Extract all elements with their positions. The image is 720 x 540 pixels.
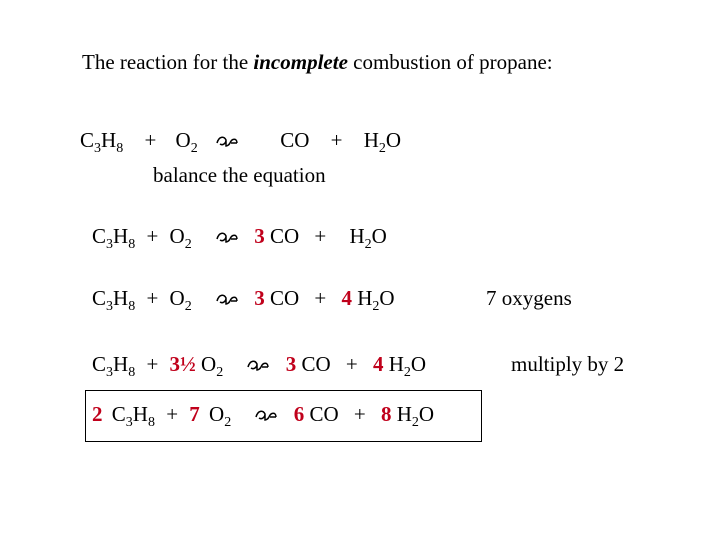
- title-emphasis: incomplete: [253, 50, 348, 74]
- co-coefficient: 3: [254, 224, 265, 248]
- reaction-arrow-icon: [254, 408, 278, 422]
- oxygen-formula: $O_2$: [169, 224, 192, 252]
- h2o-coefficient: 8: [380, 402, 392, 426]
- oxygen-formula: $O_2$: [209, 402, 232, 430]
- equation-step-h2o: [92, 286, 395, 314]
- plus-sign: +: [330, 128, 343, 152]
- c3h8-coefficient: 2: [92, 402, 103, 426]
- plus-sign: +: [345, 352, 358, 376]
- plus-sign: +: [146, 352, 159, 376]
- carbon-monoxide-formula: CO: [269, 286, 300, 310]
- plus-sign: +: [353, 402, 366, 426]
- co-coefficient: 3: [254, 286, 265, 310]
- plus-sign: +: [146, 224, 159, 248]
- reaction-arrow-icon: [215, 134, 239, 148]
- co-coefficient: 3: [285, 352, 297, 376]
- carbon-monoxide-formula: CO: [309, 402, 339, 426]
- h2o-coefficient: 4: [372, 352, 384, 376]
- water-formula: $H_2O$: [396, 402, 435, 430]
- carbon-monoxide-formula: CO: [301, 352, 331, 376]
- carbon-monoxide-formula: CO: [269, 224, 300, 248]
- carbon-monoxide-formula: CO: [280, 128, 310, 152]
- water-formula: $H_2O$: [357, 286, 395, 314]
- slide-title: [82, 52, 553, 73]
- plus-sign: +: [146, 286, 159, 310]
- reaction-arrow-icon: [215, 230, 239, 244]
- co-coefficient: 6: [293, 402, 305, 426]
- oxygen-formula: $O_2$: [175, 128, 198, 156]
- equation-step-o2: [92, 352, 427, 380]
- oxygen-formula: $O_2$: [201, 352, 224, 380]
- o2-coefficient: 3½: [169, 352, 196, 376]
- equation-step-co: [92, 224, 387, 252]
- h2o-coefficient: 4: [341, 286, 352, 310]
- reaction-arrow-icon: [246, 358, 270, 372]
- propane-formula: $C_3H_8$: [80, 128, 124, 156]
- instruction-text: balance the equation: [153, 163, 326, 187]
- propane-formula: $C_3H_8$: [92, 286, 136, 314]
- o2-coefficient: 7: [189, 402, 200, 426]
- multiply-note: multiply by 2: [511, 352, 625, 376]
- reaction-arrow-icon: [215, 292, 239, 306]
- title-before: The reaction for the: [82, 50, 254, 74]
- water-formula: $H_2O$: [388, 352, 427, 380]
- plus-sign: +: [314, 286, 327, 310]
- water-formula: $H_2O$: [363, 128, 402, 156]
- propane-formula: $C_3H_8$: [92, 224, 136, 252]
- plus-sign: +: [314, 224, 327, 248]
- plus-sign: +: [144, 128, 157, 152]
- oxygen-count-note: 7 oxygens: [486, 286, 572, 310]
- equation-unbalanced: [80, 128, 402, 156]
- oxygen-formula: $O_2$: [169, 286, 192, 314]
- plus-sign: +: [166, 402, 179, 426]
- propane-formula: $C_3H_8$: [111, 402, 155, 430]
- title-after: combustion of propane:: [347, 50, 553, 74]
- equation-balanced: [92, 402, 435, 430]
- propane-formula: $C_3H_8$: [92, 352, 136, 380]
- water-formula: $H_2O$: [349, 224, 387, 252]
